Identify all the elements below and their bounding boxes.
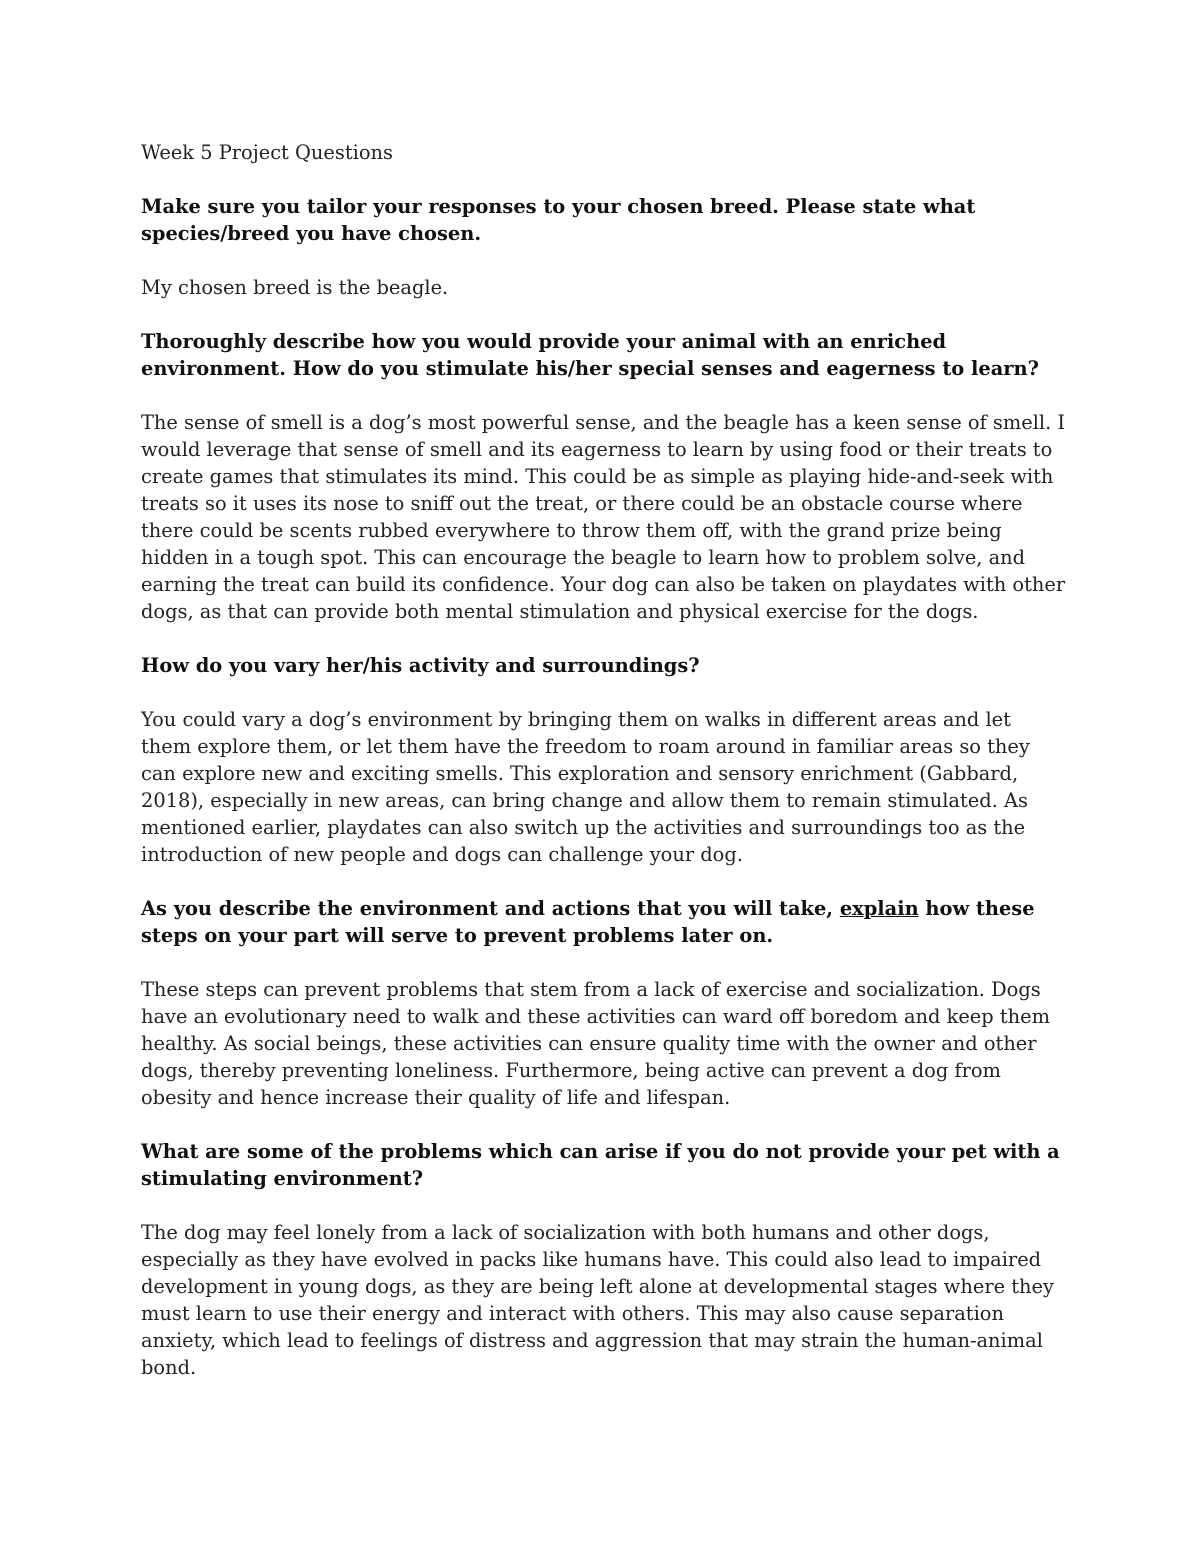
question-3 <box>141 895 1066 949</box>
question-4: What are some of the problems which can arise if you do not provide your pet with a stimulating environment? <box>141 1140 1060 1190</box>
question-3-underlined-word: explain <box>839 897 919 920</box>
answer-4: The dog may feel lonely from a lack of socialization with both humans and other dogs, especially as they have evolved in packs like humans have. This could also lead to impaired development in young dogs, as they are being left alone at developmental stages where they must learn to use their energy and interact with others. This may also cause separation anxiety, which lead to feelings of distress and aggression that may strain the human-animal bond. <box>141 1221 1054 1379</box>
answer-2: You could vary a dog’s environment by bringing them on walks in different areas and let them explore them, or let them have the freedom to roam around in familiar areas so they can explore new and exciting smells. This exploration and sensory enrichment (Gabbard, 2018), especially in new areas, can bring change and allow them to remain stimulated. As mentioned earlier, playdates can also switch up the activities and surroundings too as the introduction of new people and dogs can challenge your dog. <box>141 708 1030 866</box>
document-page <box>141 139 1066 1408</box>
question-3-part-2: how these steps on your part will serve to prevent problems later on. <box>141 897 1035 947</box>
answer-1: The sense of smell is a dog’s most powerful sense, and the beagle has a keen sense of smell. I would leverage that sense of smell and its eagerness to learn by using food or their treats to create games that stimulates its mind. This could be as simple as playing hide-and-seek with treats so it uses its nose to sniff out the treat, or there could be an obstacle course where there could be scents rubbed everywhere to throw them off, with the grand prize being hidden in a tough spot. This can encourage the beagle to learn how to problem solve, and earning the treat can build its confidence. Your dog can also be taken on playdates with other dogs, as that can provide both mental stimulation and physical exercise for the dogs. <box>141 411 1066 623</box>
answer-3: These steps can prevent problems that stem from a lack of exercise and socialization. Dogs have an evolutionary need to walk and these activities can ward off boredom and keep them healthy. As social beings, these activities can ensure quality time with the owner and other dogs, thereby preventing loneliness. Furthermore, being active can prevent a dog from obesity and hence increase their quality of life and lifespan. <box>141 978 1051 1109</box>
intro-answer: My chosen breed is the beagle. <box>141 276 449 299</box>
question-3-part-1: As you describe the environment and actions that you will take, <box>141 897 840 920</box>
intro-question: Make sure you tailor your responses to your chosen breed. Please state what species/breed you have chosen. <box>141 195 976 245</box>
document-title: Week 5 Project Questions <box>141 141 393 164</box>
question-1: Thoroughly describe how you would provide your animal with an enriched environment. How do you stimulate his/her special senses and eagerness to learn? <box>141 330 1039 380</box>
question-2: How do you vary her/his activity and surroundings? <box>141 654 700 677</box>
